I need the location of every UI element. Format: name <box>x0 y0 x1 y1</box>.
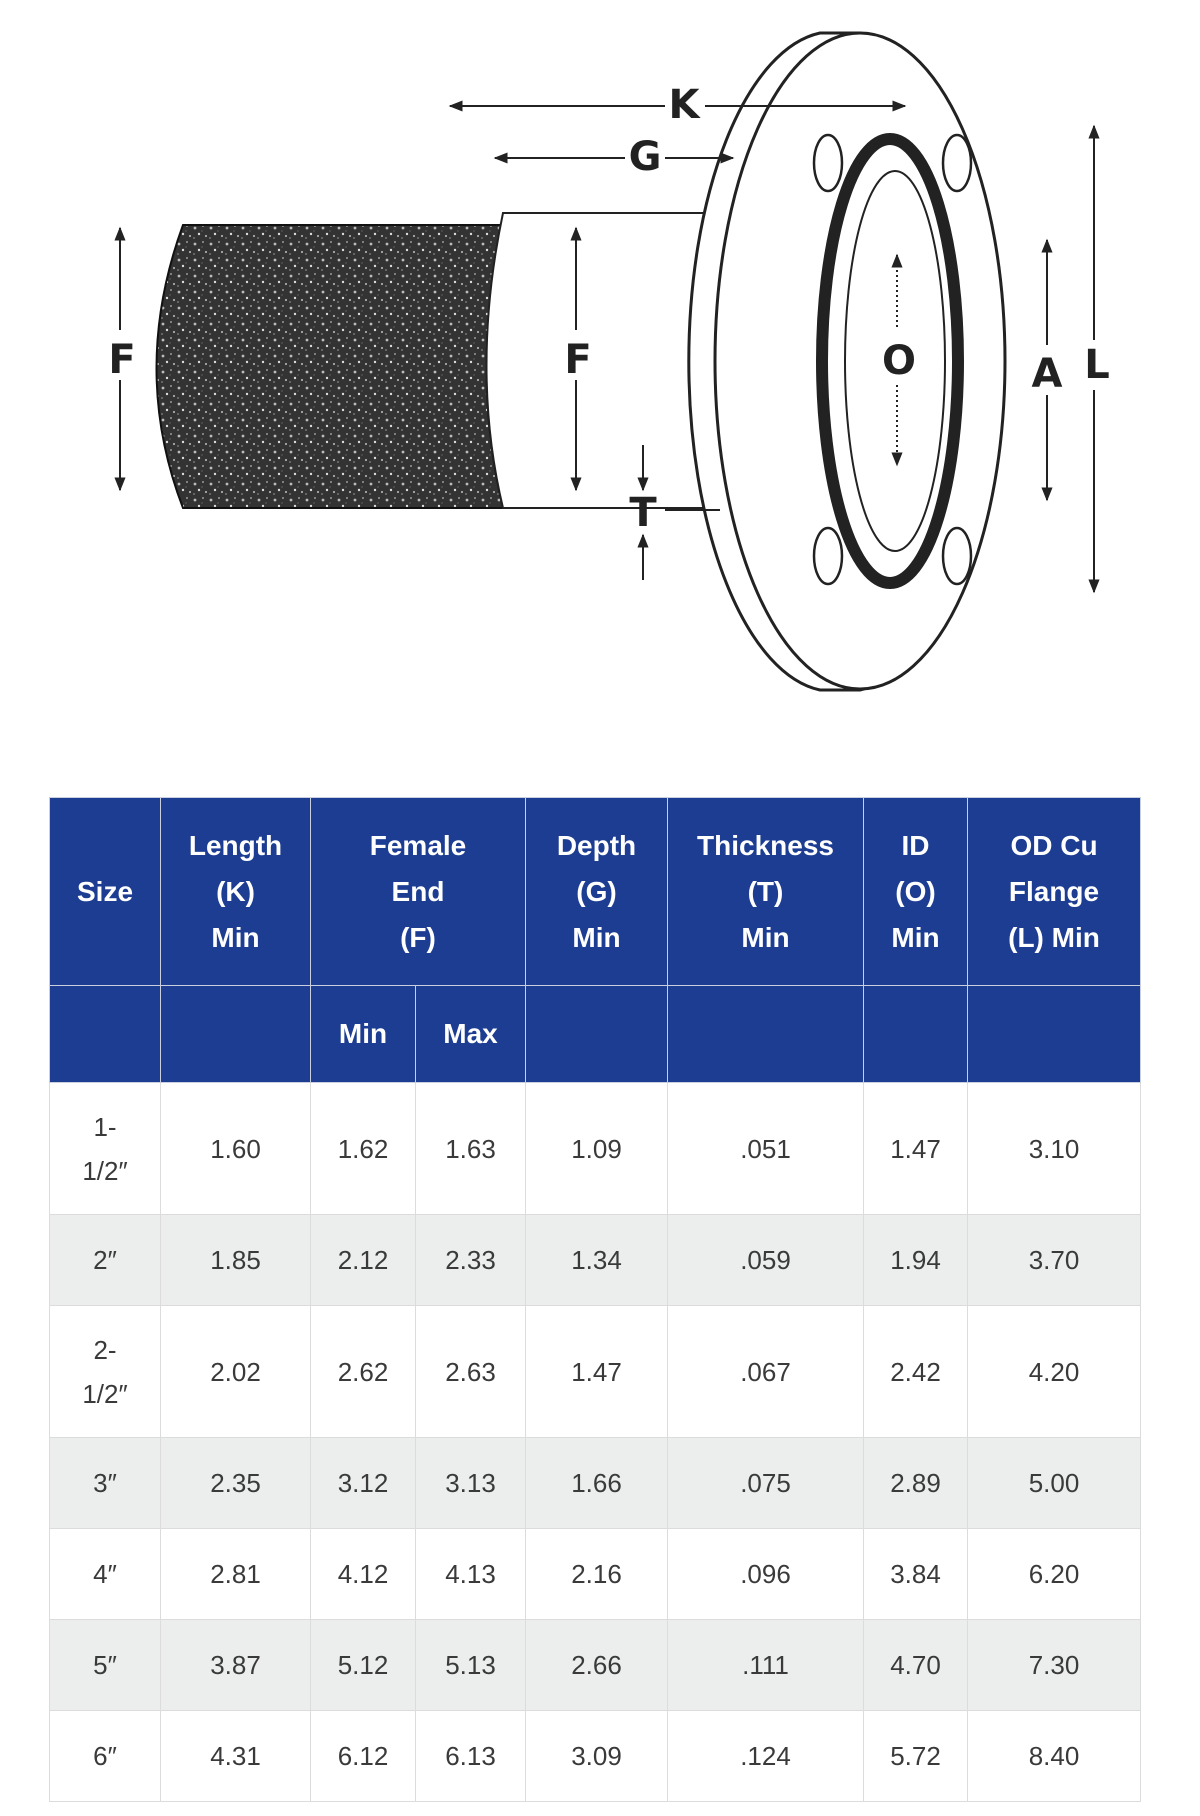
cell-k: 2.81 <box>161 1529 311 1620</box>
header-female-max: Max <box>416 986 526 1083</box>
cell-g: 2.16 <box>526 1529 668 1620</box>
header-depth: Depth (G) Min <box>526 798 668 986</box>
cell-t: .096 <box>668 1529 864 1620</box>
cell-k: 3.87 <box>161 1620 311 1711</box>
cell-size: 3″ <box>50 1438 161 1529</box>
female-end <box>487 213 721 508</box>
label-t: T <box>629 490 657 536</box>
cell-l: 5.00 <box>968 1438 1141 1529</box>
cell-f-min: 4.12 <box>311 1529 416 1620</box>
cell-t: .051 <box>668 1083 864 1215</box>
cell-t: .067 <box>668 1306 864 1438</box>
cell-k: 2.02 <box>161 1306 311 1438</box>
cell-l: 3.10 <box>968 1083 1141 1215</box>
header-female-min: Min <box>311 986 416 1083</box>
cell-o: 1.94 <box>864 1215 968 1306</box>
cell-l: 7.30 <box>968 1620 1141 1711</box>
cell-f-min: 2.12 <box>311 1215 416 1306</box>
cell-f-min: 5.12 <box>311 1620 416 1711</box>
table-row <box>50 1620 1141 1711</box>
header-size: Size <box>50 798 161 986</box>
label-f-left: F <box>108 337 136 383</box>
label-o: O <box>881 338 917 384</box>
header-thickness: Thickness (T) Min <box>668 798 864 986</box>
table-row <box>50 1215 1141 1306</box>
header-female-end: Female End (F) <box>311 798 526 986</box>
cell-size: 5″ <box>50 1620 161 1711</box>
label-f-mid: F <box>564 337 592 383</box>
cell-t: .059 <box>668 1215 864 1306</box>
cell-f-min: 6.12 <box>311 1711 416 1802</box>
cell-k: 2.35 <box>161 1438 311 1529</box>
cell-f-max: 1.63 <box>416 1083 526 1215</box>
cell-size: 2″ <box>50 1215 161 1306</box>
label-a: A <box>1031 351 1063 397</box>
table-row <box>50 1529 1141 1620</box>
header-length: Length (K) Min <box>161 798 311 986</box>
table-row <box>50 1438 1141 1529</box>
cell-f-max: 3.13 <box>416 1438 526 1529</box>
table-row <box>50 1083 1141 1215</box>
cell-f-max: 2.33 <box>416 1215 526 1306</box>
cell-t: .111 <box>668 1620 864 1711</box>
dimensions-table <box>49 797 1141 1802</box>
cell-g: 3.09 <box>526 1711 668 1802</box>
cell-o: 1.47 <box>864 1083 968 1215</box>
cell-f-min: 1.62 <box>311 1083 416 1215</box>
cell-l: 4.20 <box>968 1306 1141 1438</box>
table-header-row <box>50 798 1141 986</box>
table-row <box>50 1306 1141 1438</box>
cell-o: 2.89 <box>864 1438 968 1529</box>
cell-f-min: 3.12 <box>311 1438 416 1529</box>
cell-size: 1- 1/2″ <box>50 1083 161 1215</box>
cell-t: .124 <box>668 1711 864 1802</box>
cell-f-min: 2.62 <box>311 1306 416 1438</box>
cell-g: 1.09 <box>526 1083 668 1215</box>
cell-o: 5.72 <box>864 1711 968 1802</box>
table-subheader-row <box>50 986 1141 1083</box>
cell-k: 1.85 <box>161 1215 311 1306</box>
cell-o: 3.84 <box>864 1529 968 1620</box>
cell-o: 2.42 <box>864 1306 968 1438</box>
cell-g: 2.66 <box>526 1620 668 1711</box>
cell-l: 6.20 <box>968 1529 1141 1620</box>
cell-size: 4″ <box>50 1529 161 1620</box>
cell-t: .075 <box>668 1438 864 1529</box>
cell-g: 1.47 <box>526 1306 668 1438</box>
cell-f-max: 6.13 <box>416 1711 526 1802</box>
cell-size: 2- 1/2″ <box>50 1306 161 1438</box>
cell-o: 4.70 <box>864 1620 968 1711</box>
header-od: OD Cu Flange (L) Min <box>968 798 1141 986</box>
cell-f-max: 4.13 <box>416 1529 526 1620</box>
flange-diagram <box>0 0 1200 760</box>
cell-k: 1.60 <box>161 1083 311 1215</box>
label-l: L <box>1084 342 1110 388</box>
cell-g: 1.34 <box>526 1215 668 1306</box>
cell-f-max: 2.63 <box>416 1306 526 1438</box>
label-g: G <box>628 134 662 180</box>
cell-f-max: 5.13 <box>416 1620 526 1711</box>
cell-k: 4.31 <box>161 1711 311 1802</box>
cell-g: 1.66 <box>526 1438 668 1529</box>
table-row <box>50 1711 1141 1802</box>
cell-l: 8.40 <box>968 1711 1141 1802</box>
header-id: ID (O) Min <box>864 798 968 986</box>
label-k: K <box>668 82 700 128</box>
cell-size: 6″ <box>50 1711 161 1802</box>
cell-l: 3.70 <box>968 1215 1141 1306</box>
pipe-body <box>157 225 504 508</box>
